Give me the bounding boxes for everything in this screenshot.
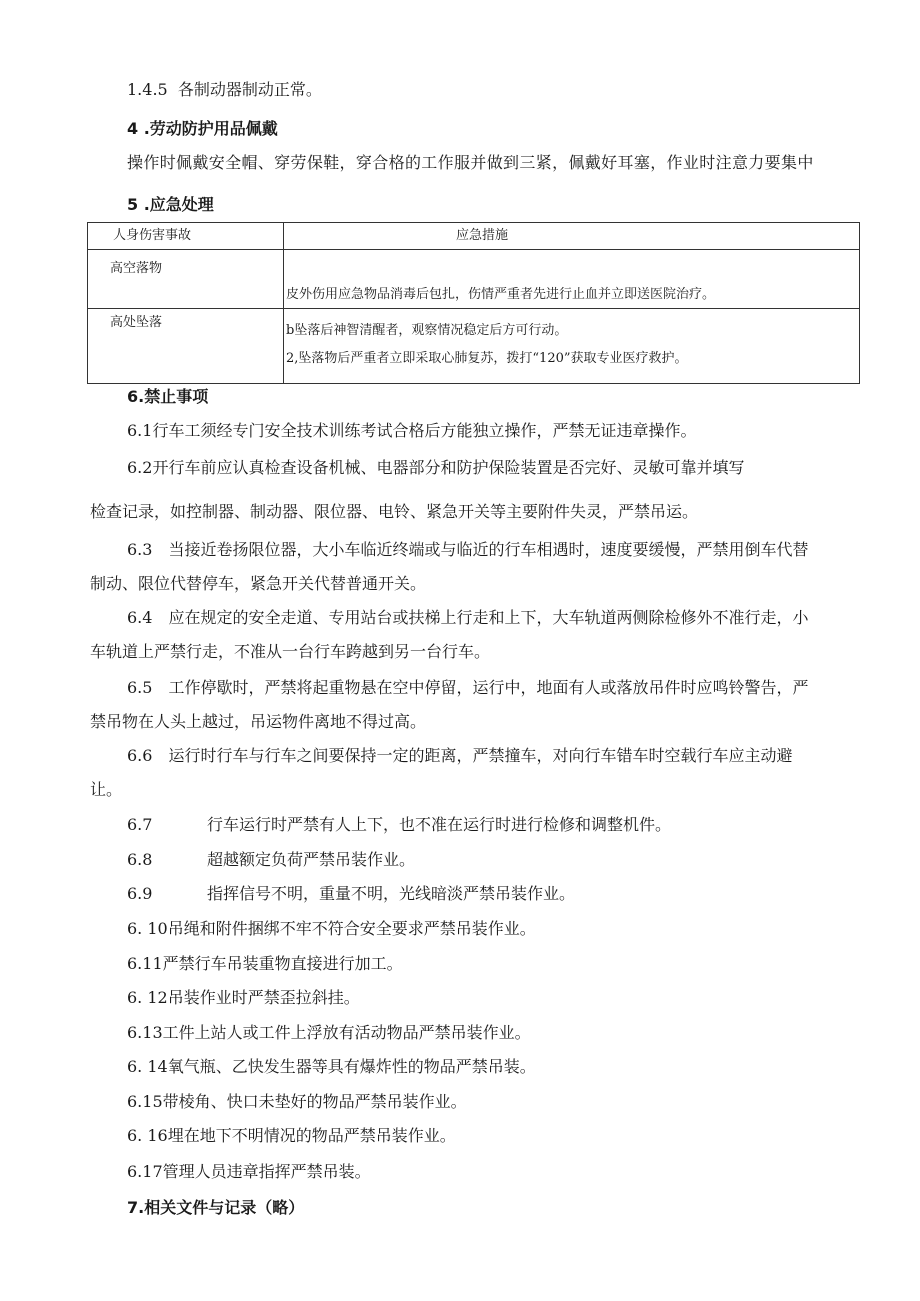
item-6-7: 6.7 行车运行时严禁有人上下，也不准在运行时进行检修和调整机件。 bbox=[127, 815, 672, 834]
item-6-2-line2: 检查记录，如控制器、制动器、限位器、电铃、紧急开关等主要附件失灵，严禁吊运。 bbox=[90, 502, 699, 521]
section-6-heading: 6.禁止事项 bbox=[127, 387, 209, 406]
item-6-16: 6. 16埋在地下不明情况的物品严禁吊装作业。 bbox=[127, 1126, 456, 1145]
accident-label: 高空落物 bbox=[110, 261, 163, 276]
table-row bbox=[88, 250, 860, 309]
header-measures: 应急措施 bbox=[456, 228, 509, 243]
item-6-12: 6. 12吊装作业时严禁歪拉斜挂。 bbox=[127, 988, 360, 1007]
item-6-10: 6. 10吊绳和附件捆绑不牢不符合安全要求严禁吊装作业。 bbox=[127, 919, 536, 938]
item-6-4-line2: 车轨道上严禁行走，不准从一台行车跨越到另一台行车。 bbox=[90, 642, 491, 661]
item-6-15: 6.15带棱角、快口未垫好的物品严禁吊装作业。 bbox=[127, 1092, 467, 1111]
table-header-row bbox=[88, 223, 860, 250]
emergency-table bbox=[87, 222, 860, 384]
item-6-11: 6.11严禁行车吊装重物直接进行加工。 bbox=[127, 954, 403, 973]
item-1-4-5: 1.4.5 各制动器制动正常。 bbox=[127, 80, 322, 99]
table-row bbox=[88, 309, 860, 384]
accident-label: 高处坠落 bbox=[110, 315, 163, 330]
item-6-2-line1: 6.2开行车前应认真检查设备机械、电器部分和防护保险装置是否完好、灵敏可靠并填写 bbox=[127, 458, 745, 477]
section-5-heading: 5 .应急处理 bbox=[127, 195, 214, 214]
measure-text: 2,坠落物后严重者立即采取心肺复苏，拨打“120”获取专业医疗救护。 bbox=[286, 351, 688, 366]
item-6-6-line2: 让。 bbox=[90, 780, 123, 799]
section-4-heading: 4 .劳动防护用品佩戴 bbox=[127, 119, 278, 138]
item-6-5-line1: 6.5 工作停歇时，严禁将起重物悬在空中停留，运行中，地面有人或落放吊件时应鸣铃警告，严 bbox=[127, 678, 809, 697]
header-accident: 人身伤害事故 bbox=[113, 228, 192, 243]
item-6-3-line1: 6.3 当接近卷扬限位器，大小车临近终端或与临近的行车相遇时，速度要缓慢，严禁用倒车代替 bbox=[127, 540, 809, 559]
section-7-heading: 7.相关文件与记录（略） bbox=[127, 1198, 305, 1217]
item-6-9: 6.9 指挥信号不明，重量不明，光线暗淡严禁吊装作业。 bbox=[127, 884, 576, 903]
measure-text: 皮外伤用应急物品消毒后包扎，伤情严重者先进行止血并立即送医院治疗。 bbox=[286, 287, 716, 302]
item-6-4-line1: 6.4 应在规定的安全走道、专用站台或扶梯上行走和上下，大车轨道两侧除检修外不准行走，小 bbox=[127, 608, 809, 627]
item-6-5-line2: 禁吊物在人头上越过，吊运物件离地不得过高。 bbox=[90, 712, 427, 731]
item-6-13: 6.13工件上站人或工件上浮放有活动物品严禁吊装作业。 bbox=[127, 1023, 531, 1042]
item-6-6-line1: 6.6 运行时行车与行车之间要保持一定的距离，严禁撞车，对向行车错车时空载行车应主动避 bbox=[127, 746, 793, 765]
item-6-14: 6. 14氧气瓶、乙快发生器等具有爆炸性的物品严禁吊装。 bbox=[127, 1057, 536, 1076]
item-6-8: 6.8 超越额定负荷严禁吊装作业。 bbox=[127, 850, 416, 869]
measure-text: b坠落后神智清醒者，观察情况稳定后方可行动。 bbox=[286, 323, 568, 338]
item-6-3-line2: 制动、限位代替停车，紧急开关代替普通开关。 bbox=[90, 574, 427, 593]
item-6-17: 6.17管理人员违章指挥严禁吊装。 bbox=[127, 1162, 371, 1181]
item-6-1: 6.1行车工须经专门安全技术训练考试合格后方能独立操作，严禁无证违章操作。 bbox=[127, 421, 697, 440]
section-4-body: 操作时佩戴安全帽、穿劳保鞋，穿合格的工作服并做到三紧，佩戴好耳塞，作业时注意力要集中 bbox=[127, 153, 814, 172]
